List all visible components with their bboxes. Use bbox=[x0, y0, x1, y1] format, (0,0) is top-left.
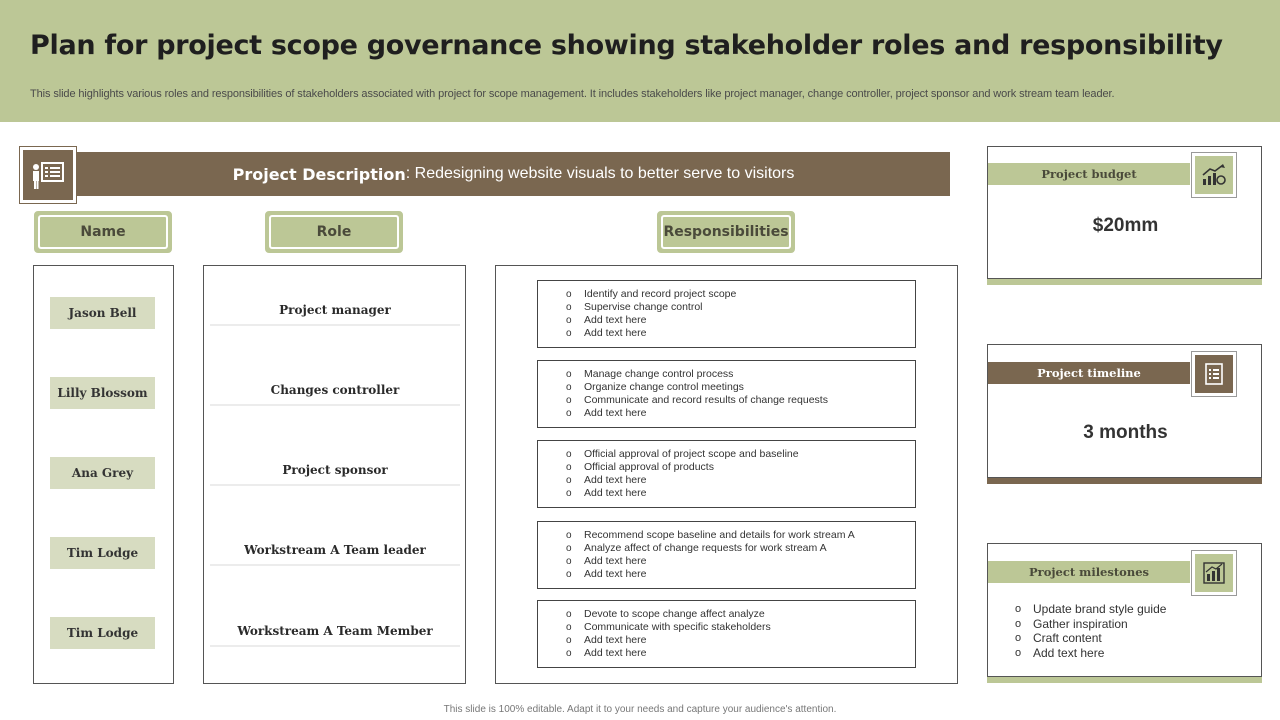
responsibility-item: o Add text here bbox=[566, 634, 915, 647]
responsibility-item: o Devote to scope change affect analyze bbox=[566, 608, 915, 621]
milestone-item: o Add text here bbox=[1015, 646, 1166, 661]
milestone-item: o Gather inspiration bbox=[1015, 617, 1166, 632]
responsibility-item: o Add text here bbox=[566, 647, 915, 660]
responsibilities-column-header: Responsibilities bbox=[657, 211, 795, 253]
responsibility-item: o Analyze affect of change requests for work stream A bbox=[566, 542, 915, 555]
checklist-icon bbox=[1191, 351, 1237, 397]
role-column bbox=[203, 265, 466, 684]
responsibility-item: o Add text here bbox=[566, 474, 915, 487]
responsibility-item: o Add text here bbox=[566, 568, 915, 581]
responsibility-item: o Add text here bbox=[566, 314, 915, 327]
responsibility-box bbox=[537, 521, 916, 589]
responsibility-box bbox=[537, 360, 916, 428]
milestone-item: o Craft content bbox=[1015, 631, 1166, 646]
responsibility-item: o Organize change control meetings bbox=[566, 381, 915, 394]
page-title: Plan for project scope governance showing stakeholder roles and responsibility bbox=[30, 30, 1223, 61]
name-tag: Ana Grey bbox=[50, 457, 155, 489]
responsibility-item: o Manage change control process bbox=[566, 368, 915, 381]
milestones-list bbox=[1015, 602, 1166, 660]
page-subtitle: This slide highlights various roles and responsibilities of stakeholders associated with project for scope management. It includes stakeholders like project manager, change controller, project sponsor and work stream team leader. bbox=[30, 88, 1115, 100]
presentation-board-icon bbox=[19, 146, 77, 204]
project-timeline-value: 3 months bbox=[1083, 422, 1168, 443]
role-item: Workstream A Team Member bbox=[210, 617, 460, 647]
project-timeline-card bbox=[987, 344, 1262, 478]
responsibility-box bbox=[537, 280, 916, 348]
responsibility-box bbox=[537, 440, 916, 508]
money-growth-icon bbox=[1191, 152, 1237, 198]
milestone-item: o Update brand style guide bbox=[1015, 602, 1166, 617]
project-description-text: : Redesigning website visuals to better serve to visitors bbox=[405, 165, 795, 182]
project-description-label: Project Description bbox=[232, 164, 406, 184]
responsibility-item: o Add text here bbox=[566, 327, 915, 340]
project-milestones-label: Project milestones bbox=[988, 561, 1190, 583]
responsibility-item: o Add text here bbox=[566, 555, 915, 568]
project-milestones-card bbox=[987, 543, 1262, 677]
responsibility-item: o Add text here bbox=[566, 407, 915, 420]
project-budget-card bbox=[987, 146, 1262, 279]
role-item: Project manager bbox=[210, 296, 460, 326]
card-accent bbox=[987, 279, 1262, 285]
responsibility-item: o Official approval of products bbox=[566, 461, 915, 474]
responsibility-item: o Communicate and record results of change requests bbox=[566, 394, 915, 407]
card-accent bbox=[987, 677, 1262, 683]
role-column-header: Role bbox=[265, 211, 403, 253]
project-description-bar bbox=[77, 152, 950, 196]
project-budget-value: $20mm bbox=[1092, 215, 1159, 236]
responsibility-item: o Communicate with specific stakeholders bbox=[566, 621, 915, 634]
responsibility-item: o Official approval of project scope and baseline bbox=[566, 448, 915, 461]
responsibility-item: o Recommend scope baseline and details for work stream A bbox=[566, 529, 915, 542]
responsibilities-column bbox=[495, 265, 958, 684]
responsibility-item: o Identify and record project scope bbox=[566, 288, 915, 301]
role-item: Project sponsor bbox=[210, 456, 460, 486]
card-accent bbox=[987, 478, 1262, 484]
role-item: Workstream A Team leader bbox=[210, 536, 460, 566]
name-tag: Tim Lodge bbox=[50, 537, 155, 569]
responsibility-item: o Supervise change control bbox=[566, 301, 915, 314]
name-tag: Tim Lodge bbox=[50, 617, 155, 649]
header-banner bbox=[0, 0, 1280, 122]
footer-note: This slide is 100% editable. Adapt it to your needs and capture your audience's attention. bbox=[443, 704, 837, 715]
project-timeline-label: Project timeline bbox=[988, 362, 1190, 384]
name-tag: Jason Bell bbox=[50, 297, 155, 329]
bar-chart-icon bbox=[1191, 550, 1237, 596]
role-item: Changes controller bbox=[210, 376, 460, 406]
name-column bbox=[33, 265, 174, 684]
responsibility-box bbox=[537, 600, 916, 668]
name-column-header: Name bbox=[34, 211, 172, 253]
project-budget-label: Project budget bbox=[988, 163, 1190, 185]
responsibility-item: o Add text here bbox=[566, 487, 915, 500]
name-tag: Lilly Blossom bbox=[50, 377, 155, 409]
